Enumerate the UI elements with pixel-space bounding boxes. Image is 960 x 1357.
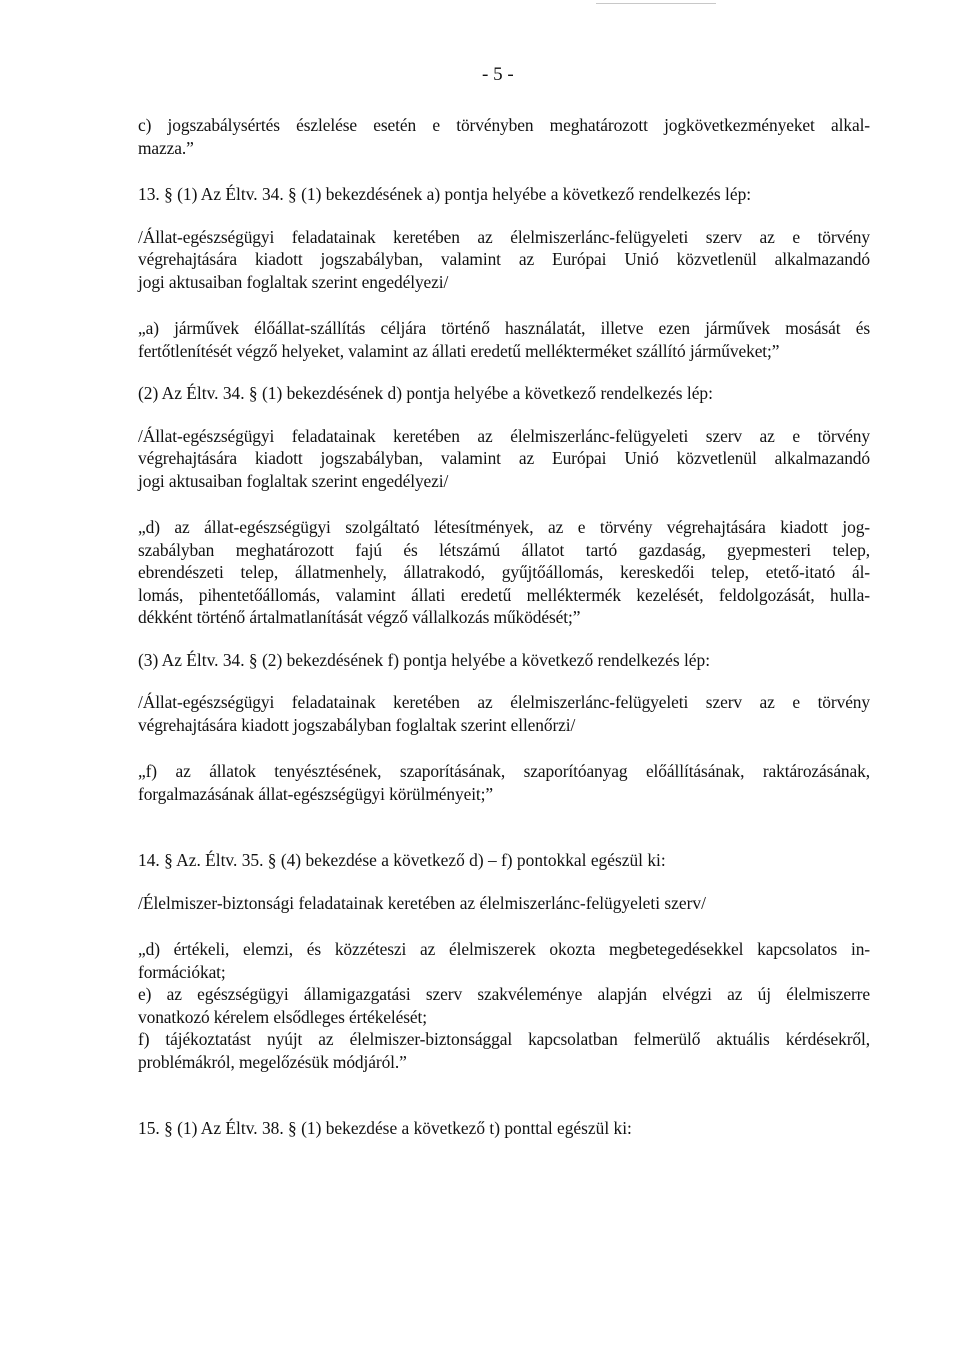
section-heading-13-1: 13. § (1) Az Éltv. 34. § (1) bekezdésének a) pontja helyébe a következő rendelkezés lép: [138,184,752,204]
text-line: formációkat; [138,961,226,982]
paragraph-point-f [138,760,870,805]
paragraph-point-a [138,317,870,362]
paragraph-point-d [138,516,870,629]
paragraph-c-point [138,114,870,159]
text-line: vonatkozó kérelem elsődleges értékelését; [138,1006,428,1027]
text-line: /Állat-egészségügyi feladatainak keretében az élelmiszerlánc-felügyeleti szerv az e törvény [138,226,870,247]
text-line: f) tájékoztatást nyújt az élelmiszer-biztonsággal kapcsolatban felmerülő aktuális kérdésekről, [138,1029,870,1049]
section-heading-13-2: (2) Az Éltv. 34. § (1) bekezdésének d) pontja helyébe a következő rendelkezés lép: [138,383,713,403]
section-heading-14: 14. § Az. Éltv. 35. § (4) bekezdése a következő d) – f) pontokkal egészül ki: [138,850,666,870]
text-line: c) jogszabálysértés észlelése esetén e törvényben meghatározott jogkövetkezményeket alkal- [138,115,870,135]
section-heading-15: 15. § (1) Az Éltv. 38. § (1) bekezdése a következő t) ponttal egészül ki: [138,1118,632,1138]
text-line: /Állat-egészségügyi feladatainak keretében az élelmiszerlánc-felügyeleti szerv az e törvény [138,425,870,446]
text-line: végrehajtására kiadott jogszabályban foglaltak szerint ellenőrzi/ [138,714,576,735]
text-line: végrehajtására kiadott jogszabályban, valamint az Európai Unió közvetlenül alkalmazandó [138,249,870,269]
text-line: dékként történő ártalmatlanítását végző vállalkozás működését;” [138,607,581,627]
text-line: végrehajtására kiadott jogszabályban, valamint az Európai Unió közvetlenül alkalmazandó [138,448,870,468]
paragraph-intro-engedelyezi-2 [138,425,870,493]
text-line: e) az egészségügyi államigazgatási szerv szakvéleménye alapján elvégzi az új élelmiszerre [138,984,870,1004]
text-line: jogi aktusaiban foglaltak szerint engedélyezi/ [138,271,449,292]
paragraph-points-d-f [138,938,870,1073]
paragraph-intro-ellenorzi [138,691,870,736]
paragraph-intro-elelmiszer: /Élelmiszer-biztonsági feladatainak keretében az élelmiszerlánc-felügyeleti szerv/ [138,892,706,913]
text-line: ebrendészeti telep, állatmenhely, állatrakodó, gyűjtőállomás, kereskedői telep, etető-itató ál- [138,562,870,582]
text-line: jogi aktusaiban foglaltak szerint engedélyezi/ [138,470,449,491]
text-line: forgalmazásának állat-egészségügyi körülményeit;” [138,783,494,804]
text-line: szabályban meghatározott fajú és létszámú állatot tartó gazdaság, gyepmesteri telep, [138,539,870,560]
document-body [138,114,870,1140]
text-line: problémákról, megelőzésük módjáról.” [138,1051,407,1072]
text-line: „f) az állatok tenyésztésének, szaporításának, szaporítóanyag előállításának, raktározásának, [138,761,870,781]
text-line: „a) járművek élőállat-szállítás céljára történő használatát, illetve ezen járművek mosását és [138,318,870,338]
text-line: mazza.” [138,137,194,158]
section-heading-13-3: (3) Az Éltv. 34. § (2) bekezdésének f) pontja helyébe a következő rendelkezés lép: [138,649,711,670]
page-number: - 5 - [482,64,514,85]
text-line: lomás, pihentetőállomás, valamint állati eredetű melléktermék kezelését, feldolgozását, hulla- [138,584,870,605]
text-line: „d) értékeli, elemzi, és közzéteszi az élelmiszerek okozta megbetegedésekkel kapcsolatos in- [138,939,870,959]
paragraph-intro-engedelyezi [138,226,870,294]
text-line: /Állat-egészségügyi feladatainak keretében az élelmiszerlánc-felügyeleti szerv az e törvény [138,692,870,712]
top-rule-divider [596,3,716,4]
text-line: „d) az állat-egészségügyi szolgáltató létesítmények, az e törvény végrehajtására kiadott jog- [138,517,870,537]
text-line: fertőtlenítését végző helyeket, valamint az állati eredetű mellékterméket szállító járműveket;” [138,340,780,361]
